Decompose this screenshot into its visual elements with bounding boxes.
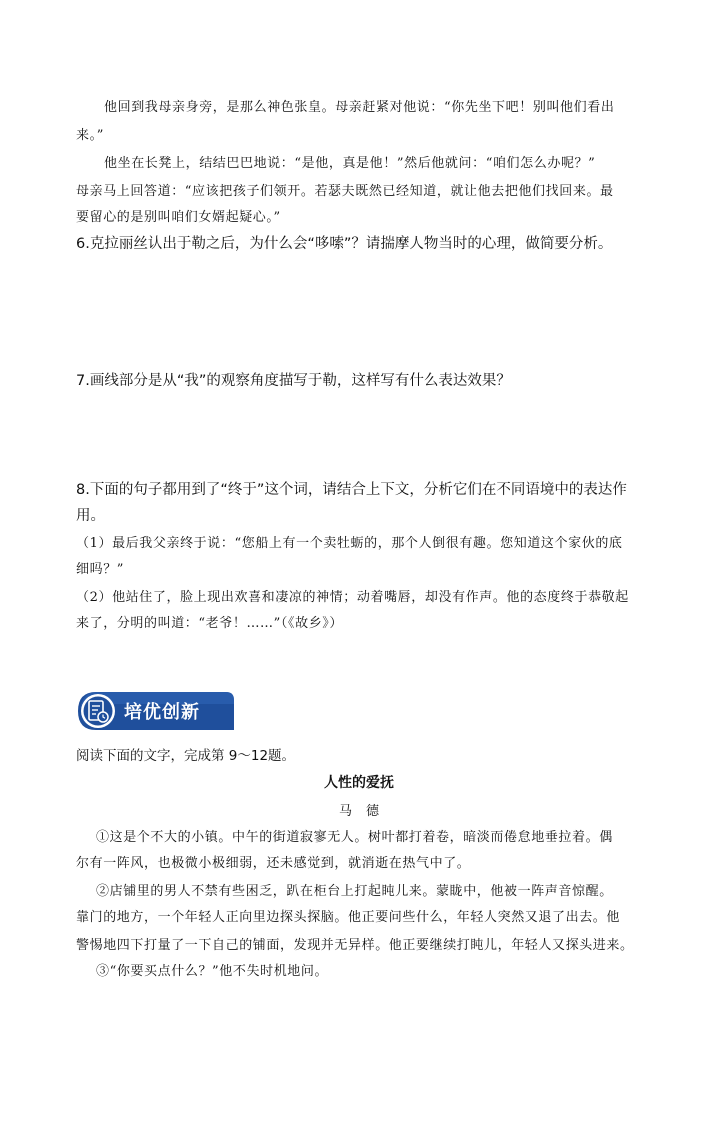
passage-line: 他回到我母亲身旁，是那么神色张皇。母亲赶紧对他说：“你先坐下吧！别叫他们看出 bbox=[104, 100, 615, 115]
reading-instruction: 阅读下面的文字，完成第 9～12题。 bbox=[76, 748, 296, 764]
story-paragraph-2-cont: 靠门的地方，一个年轻人正向里边探头探脑。他正要问些什么，年轻人突然又退了出去。他 bbox=[76, 910, 621, 925]
question-7: 7.画线部分是从“我”的观察角度描写于勒，这样写有什么表达效果？ bbox=[76, 373, 511, 389]
story-paragraph-2: ②店铺里的男人不禁有些困乏，趴在柜台上打起盹儿来。蒙眬中，他被一阵声音惊醒。 bbox=[96, 884, 613, 899]
story-author: 马德 bbox=[338, 804, 393, 819]
question-8-cont: 用。 bbox=[76, 508, 105, 524]
story-paragraph-1: ①这是个不大的小镇。中午的街道寂寥无人。树叶都打着卷，暗淡而倦怠地垂拉着。偶 bbox=[96, 830, 613, 845]
question-8-sentence-1: （1）最后我父亲终于说：“您船上有一个卖牡蛎的，那个人倒很有趣。您知道这个家伙的底 bbox=[76, 536, 623, 551]
document-clock-icon bbox=[81, 694, 115, 728]
story-paragraph-2-cont: 警惕地四下打量了一下自己的铺面，发现并无异样。他正要继续打盹儿，年轻人又探头进来。 bbox=[76, 938, 634, 953]
question-6: 6.克拉丽丝认出于勒之后，为什么会“哆嗦”？请揣摩人物当时的心理，做简要分析。 bbox=[76, 236, 613, 252]
section-banner-label: 培优创新 bbox=[124, 702, 200, 723]
passage-line: 要留心的是别叫咱们女婿起疑心。” bbox=[76, 210, 281, 225]
story-paragraph-3: ③“你要买点什么？”他不失时机地问。 bbox=[96, 964, 329, 979]
question-8: 8.下面的句子都用到了“终于”这个词，请结合上下文，分析它们在不同语境中的表达作 bbox=[76, 482, 627, 498]
story-title: 人性的爱抚 bbox=[324, 775, 394, 791]
passage-line: 母亲马上回答道：“应该把孩子们领开。若瑟夫既然已经知道，就让他去把他们找回来。最 bbox=[76, 184, 614, 199]
question-8-sentence-1-cont: 细吗？” bbox=[76, 562, 125, 577]
question-8-sentence-2-cont: 来了，分明的叫道：“老爷！……”（《故乡》） bbox=[76, 616, 343, 631]
passage-line: 他坐在长凳上，结结巴巴地说：“是他，真是他！”然后他就问：“咱们怎么办呢？” bbox=[104, 156, 596, 171]
passage-line: 来。” bbox=[76, 128, 104, 143]
story-paragraph-1-cont: 尔有一阵风，也极微小极细弱，还未感觉到，就消逝在热气中了。 bbox=[76, 856, 471, 871]
question-8-sentence-2: （2）他站住了，脸上现出欢喜和凄凉的神情；动着嘴唇，却没有作声。他的态度终于恭敬起 bbox=[76, 590, 629, 605]
